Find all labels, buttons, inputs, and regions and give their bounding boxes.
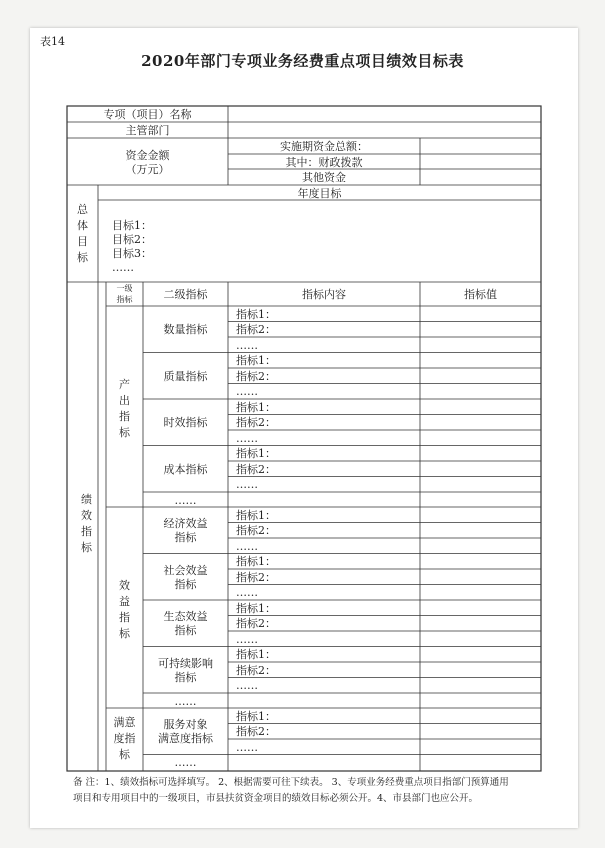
goal-more: …… bbox=[112, 261, 134, 274]
level1-header-line2: 指标 bbox=[116, 295, 133, 304]
output-item-3-line-3: …… bbox=[236, 431, 258, 445]
output-item-4-line-3: …… bbox=[236, 478, 258, 491]
project-name-label: 专项（项目）名称 bbox=[103, 108, 192, 121]
output-item-1-line-1: 指标1： bbox=[236, 307, 276, 321]
funds-label: 资金金额 bbox=[125, 149, 170, 162]
label-char: 指 bbox=[119, 611, 130, 624]
level2-header: 二级指标 bbox=[163, 288, 208, 301]
table-number: 表14 bbox=[40, 35, 65, 48]
label-char: 标 bbox=[119, 627, 130, 640]
output-item-2-line-1: 指标1： bbox=[236, 354, 276, 367]
overall-goal-label bbox=[67, 202, 98, 266]
output-item-1-line-3: …… bbox=[236, 338, 258, 352]
output-item-1-label: 数量指标 bbox=[163, 323, 208, 336]
label-char: 出 bbox=[119, 394, 130, 407]
footnote-line-1: 备 注：1、绩效指标可选择填写。 2、根据需要可往下续表。 3、专项业务经费重点项目指部门预算通用 bbox=[73, 777, 509, 788]
value-header: 指标值 bbox=[464, 288, 497, 301]
output-item-2-line-3: …… bbox=[236, 385, 258, 398]
benefit-item-4-label-line2: 指标 bbox=[174, 670, 197, 684]
benefit-item-4-line-3: …… bbox=[236, 679, 258, 692]
benefit-item-4-label-line1: 可持续影响 bbox=[158, 656, 213, 670]
footnote bbox=[73, 775, 543, 807]
benefit-item-2-line-2: 指标2： bbox=[236, 570, 276, 584]
label-char: 指 bbox=[81, 525, 92, 538]
level1-header-line1: 一级 bbox=[116, 284, 133, 293]
output-more: …… bbox=[174, 493, 197, 507]
satisfaction-item-1-line-3: …… bbox=[236, 740, 258, 754]
benefit-more: …… bbox=[174, 694, 197, 708]
satisfaction-item-1-label-line2: 满意度指标 bbox=[158, 732, 213, 745]
annual-goal-header: 年度目标 bbox=[297, 187, 342, 200]
output-item-3-label: 时效指标 bbox=[163, 416, 208, 429]
kpi-label bbox=[67, 492, 106, 556]
benefit-item-1-line-2: 指标2： bbox=[236, 524, 276, 537]
benefit-item-1-label-line1: 经济效益 bbox=[163, 517, 208, 530]
satisfaction-more: …… bbox=[174, 756, 197, 769]
output-item-1-line-2: 指标2： bbox=[236, 323, 276, 336]
benefit-item-3-label-line2: 指标 bbox=[174, 624, 197, 637]
benefit-item-4-line-1: 指标1： bbox=[236, 648, 276, 661]
label-char: 标 bbox=[81, 541, 92, 554]
label-char: 产 bbox=[119, 378, 130, 391]
benefit-item-1-line-3: …… bbox=[236, 539, 258, 553]
output-item-3-line-2: 指标2： bbox=[236, 416, 276, 429]
benefit-item-1-line-1: 指标1： bbox=[236, 508, 276, 522]
page-title: 2020年部门专项业务经费重点项目绩效目标表 bbox=[141, 52, 464, 70]
output-item-3-line-1: 指标1： bbox=[236, 400, 276, 414]
benefit-item-3-label-line1: 生态效益 bbox=[163, 610, 208, 623]
label-char: 体 bbox=[77, 219, 88, 232]
output-item-2-line-2: 指标2： bbox=[236, 369, 276, 383]
goal-3: 目标3： bbox=[112, 247, 152, 260]
label-char: 标 bbox=[119, 426, 130, 439]
benefit-item-2-line-1: 指标1： bbox=[236, 555, 276, 568]
benefit-item-2-label-line2: 指标 bbox=[174, 577, 197, 591]
label-char: 效 bbox=[119, 579, 130, 592]
benefit-item-2-label-line1: 社会效益 bbox=[163, 563, 208, 577]
output-indicator-label bbox=[106, 377, 143, 441]
output-item-4-line-1: 指标1： bbox=[236, 447, 276, 460]
benefit-indicator-label bbox=[106, 578, 143, 642]
output-item-4-label: 成本指标 bbox=[163, 462, 208, 476]
satisfaction-indicator-label bbox=[106, 715, 143, 763]
label-char: 指 bbox=[119, 410, 130, 423]
satisfaction-item-1-label-line1: 服务对象 bbox=[163, 718, 208, 731]
satisfaction-item-1-line-2: 指标2： bbox=[236, 725, 276, 738]
label-char: 标 bbox=[77, 251, 88, 264]
label-char: 益 bbox=[119, 595, 130, 608]
goal-2: 目标2： bbox=[112, 233, 152, 246]
benefit-item-3-line-2: 指标2： bbox=[236, 617, 276, 630]
benefit-item-3-line-3: …… bbox=[236, 632, 258, 646]
label-char: 效 bbox=[81, 509, 92, 522]
benefit-item-4-line-2: 指标2： bbox=[236, 663, 276, 677]
content-header: 指标内容 bbox=[302, 288, 346, 301]
other-funds-label: 其他资金 bbox=[302, 171, 346, 184]
total-funds-label: 实施期资金总额： bbox=[280, 140, 368, 153]
benefit-item-3-line-1: 指标1： bbox=[236, 601, 276, 615]
label-char: 度指 bbox=[113, 732, 136, 745]
dept-label: 主管部门 bbox=[125, 124, 170, 137]
label-char: 绩 bbox=[81, 493, 92, 506]
footnote-line-2: 项目和专用项目中的一级项目，市县扶贫资金项目的绩效目标必须公开。4、市县部门也应公开。 bbox=[73, 793, 479, 804]
output-item-2-label: 质量指标 bbox=[163, 369, 208, 383]
fiscal-funds-label: 其中：财政拨款 bbox=[285, 156, 363, 169]
benefit-item-1-label-line2: 指标 bbox=[174, 531, 197, 544]
satisfaction-item-1-line-1: 指标1： bbox=[236, 709, 276, 723]
label-char: 满意 bbox=[113, 716, 136, 729]
goal-1: 目标1： bbox=[112, 219, 152, 232]
funds-unit-label: （万元） bbox=[125, 163, 170, 176]
label-char: 标 bbox=[119, 748, 130, 761]
label-char: 目 bbox=[77, 235, 88, 248]
label-char: 总 bbox=[77, 203, 88, 216]
benefit-item-2-line-3: …… bbox=[236, 586, 258, 599]
output-item-4-line-2: 指标2： bbox=[236, 462, 276, 476]
